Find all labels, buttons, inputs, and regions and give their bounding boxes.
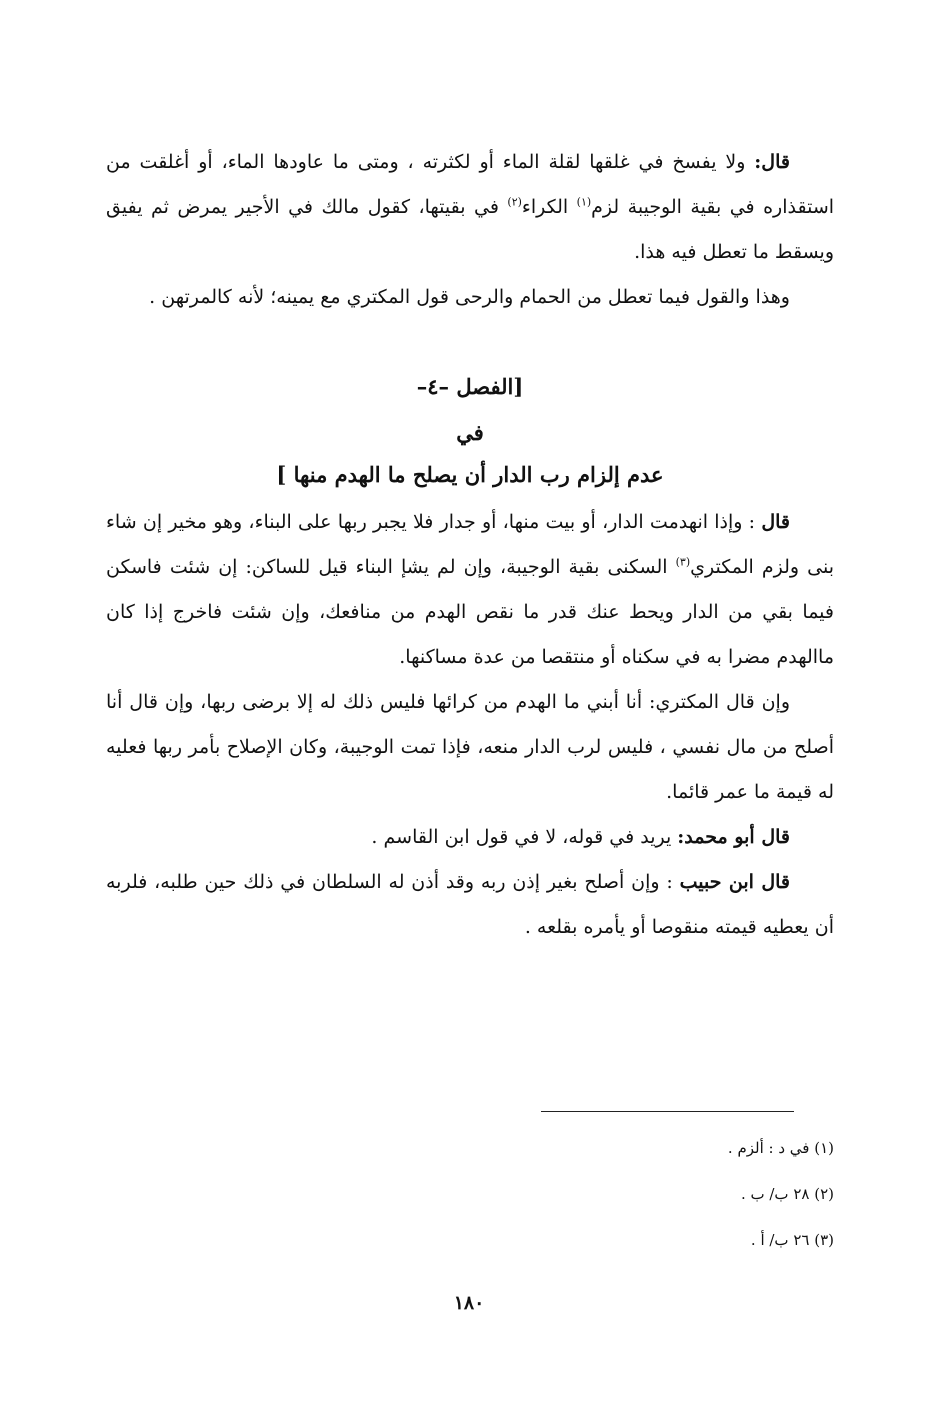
footnote-2: (٢) ٢٨ ب/ ب . <box>740 1185 834 1203</box>
footnote-ref-3: (٣) <box>675 555 691 569</box>
chapter-subtitle: عدم إلزام رب الدار أن يصلح ما الهدم منها ] <box>276 462 664 487</box>
speaker-label: قال: <box>754 151 790 173</box>
chapter-connector: في <box>456 420 484 445</box>
paragraph-ruling: وهذا والقول فيما تعطل من الحمام والرحى قول المكتري مع يمينه؛ لأنه كالمرتهن . <box>149 286 790 308</box>
footnote-divider <box>541 1111 794 1112</box>
paragraph-tenant-repair: وإن قال المكتري: أنا أبني ما الهدم من كرائها فليس ذلك له إلا برضى ربها، وإن قال أنا أصلح من مال نفسي ، فليس لرب الدار منعه، فإذا تمت الوجيبة، وكان الإصلاح بأمر ربها فعليه له قيمة ما عمر قائما. <box>106 691 834 803</box>
page-number: ١٨٠ <box>453 1292 485 1314</box>
speaker-label: قال ابن حبيب <box>679 871 790 893</box>
paragraph-lock: قال: ولا يفسخ في غلقها لقلة الماء أو لكثرته ، ومتى ما عاودها الماء، أو أغلقت من استقذاره في بقية الوجيبة لزم$^{(١)}$ الكراء$^{(٢)}$ في بقيتها، كقول مالك في الأجير يمرض ثم يفيق ويسقط ما تعطل فيه هذا. <box>106 151 835 263</box>
footnote-3: (٣) ٢٦ ب/ أ . <box>750 1231 834 1249</box>
footnote-ref-1: (١) <box>576 195 592 209</box>
speaker-label: قال <box>761 511 790 533</box>
footnotes <box>540 1125 834 1263</box>
paragraph-collapse: قال : وإذا انهدمت الدار، أو بيت منها، أو جدار فلا يجبر ربها على البناء، وهو مخير إن شاء بنى ولزم المكتري$^{(٣)}$ السكنى بقية الوجيبة، وإن لم يشإ البناء قيل للساكن: إن شئت فاسكن فيما بقي من الدار ويحط عنك قدر ما نقص الهدم من منافعك، وإن شئت فاخرج إذا كان ماالهدم مضرا به في سكناه أو منتقصا من عدة مساكنها. <box>106 511 834 668</box>
paragraph-abu-muhammad: قال أبو محمد: يريد في قوله، لا في قول ابن القاسم . <box>371 826 790 848</box>
footnote-ref-2: (٢) <box>507 195 522 209</box>
paragraph-ibn-habib: قال ابن حبيب : وإن أصلح بغير إذن ربه وقد أذن له السلطان في ذلك حين طلبه، فلربه أن يعطيه قيمته منقوصا أو يأمره بقلعه . <box>106 871 834 938</box>
chapter-body <box>106 500 834 950</box>
chapter-title: [الفصل –٤– <box>416 374 524 399</box>
footnote-1: (١) في د : ألزم . <box>727 1139 834 1157</box>
speaker-label: قال أبو محمد: <box>677 826 790 848</box>
previous-section-text <box>106 140 834 320</box>
